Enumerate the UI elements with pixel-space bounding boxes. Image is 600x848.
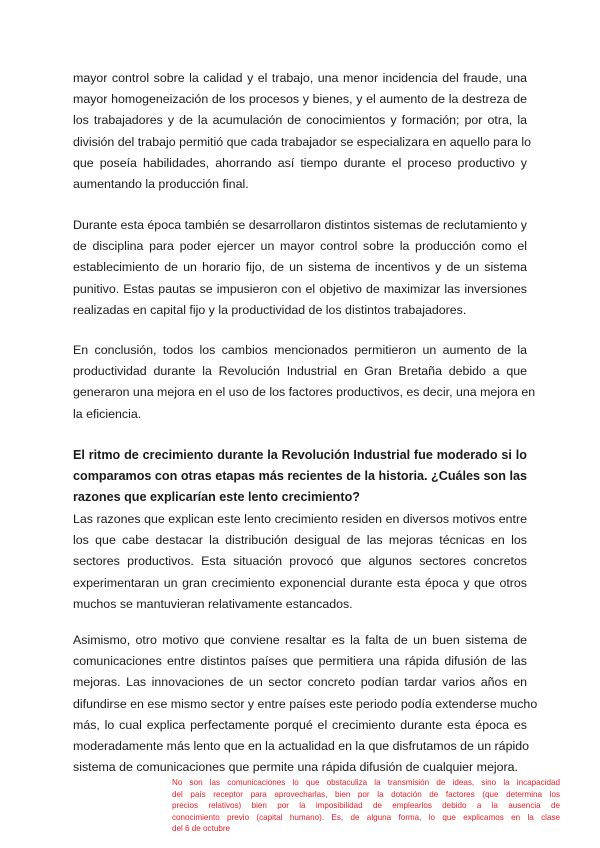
text-line: mejoras. Las innovaciones de un sector concreto podían tardar varios años en [73,675,527,690]
text-line: productividad durante la Revolución Industrial en Gran Bretaña debido a que [73,364,527,379]
text-line: Durante esta época también se desarrollaron distintos sistemas de reclutamiento y [73,218,527,232]
teacher-comment [172,777,560,835]
text-line: los trabajadores y de la acumulación de conocimientos y formación; por otra, la [73,113,527,128]
text-line: Asimismo, otro motivo que conviene resaltar es la falta de un buen sistema de [73,633,527,647]
paragraph-division-del-trabajo [73,68,532,195]
text-line: comunicaciones entre distintos países que permitiera una rápida difusión de las [73,654,527,669]
paragraph-sistemas-reclutamiento [73,215,527,321]
comment-line: precios relativos) bien por la imposibilidad de emplearlos debido a la ausencia de [172,801,560,811]
text-line: generaron una mejora en el uso de los factores productivos, es decir, una mejora en [73,385,536,400]
text-line: punitivo. Estas pautas se impusieron con el objetivo de maximizar las inversiones [73,281,527,296]
heading-line: El ritmo de crecimiento durante la Revolución Industrial fue moderado si lo [73,448,527,462]
heading-line: comparamos con otras etapas más recientes de la historia. ¿Cuáles son las [73,469,527,484]
question-heading [73,445,527,509]
text-line: En conclusión, todos los cambios mencionados permitieron un aumento de la [73,343,527,357]
text-line: realizadas en capital fijo y la productividad de los distintos trabajadores. [73,302,467,317]
text-line: sectores productivos. Esta situación provocó que algunos sectores concretos [73,554,527,569]
comment-line: conocimiento previo (capital humano). Es, de alguna forma, lo que explicamos en la clase [172,812,560,822]
text-line: los que cabe destacar la distribución desigual de las mejoras técnicas en los [73,533,527,548]
text-line: que poseía habilidades, ahorrando así tiempo durante el proceso productivo y [73,155,527,170]
text-line: muchos se mantuvieran relativamente estancados. [73,596,353,611]
paragraph-razones-lento-crecimiento [73,509,527,615]
comment-line: No son las comunicaciones lo que obstaculiza la transmisión de ideas, sino la incapacidad [172,778,560,787]
comment-line: del país receptor para aprovecharlas, bien por la dotación de factores (que determina los [172,789,560,799]
text-line: división del trabajo permitió que cada trabajador se especializara en aquello para lo [73,134,532,149]
text-line: aumentando la producción final. [73,177,249,192]
text-line: moderadamente más lento que en la actualidad en la que disfrutamos de un rápido [73,739,529,754]
text-line: Las razones que explican este lento crecimiento residen en diversos motivos entre [73,512,527,526]
comment-line: del 6 de octubre [172,824,231,834]
heading-line: razones que explicarían este lento crecimiento? [73,490,360,505]
text-line: más, lo cual explica perfectamente porqué el crecimiento durante esta época es [73,717,527,732]
paragraph-sistema-comunicaciones [73,630,538,778]
text-line: mayor control sobre la calidad y el trabajo, una menor incidencia del fraude, una [73,71,527,85]
text-line: mayor homogeneización de los procesos y bienes, y el aumento de la destreza de [73,92,527,107]
text-line: sistema de comunicaciones que permite una rápida difusión de cualquier mejora. [73,760,518,775]
text-line: establecimiento de un horario fijo, de un sistema de incentivos y de un sistema [73,260,527,275]
text-line: difundirse en ese mismo sector y entre países este periodo podía extenderse mucho [73,696,538,711]
paragraph-conclusion [73,340,536,425]
text-line: la eficiencia. [73,406,142,421]
text-line: experimentaran un gran crecimiento exponencial durante esta época y que otros [73,575,527,590]
text-line: de disciplina para poder ejercer un mayor control sobre la producción como el [73,239,527,254]
